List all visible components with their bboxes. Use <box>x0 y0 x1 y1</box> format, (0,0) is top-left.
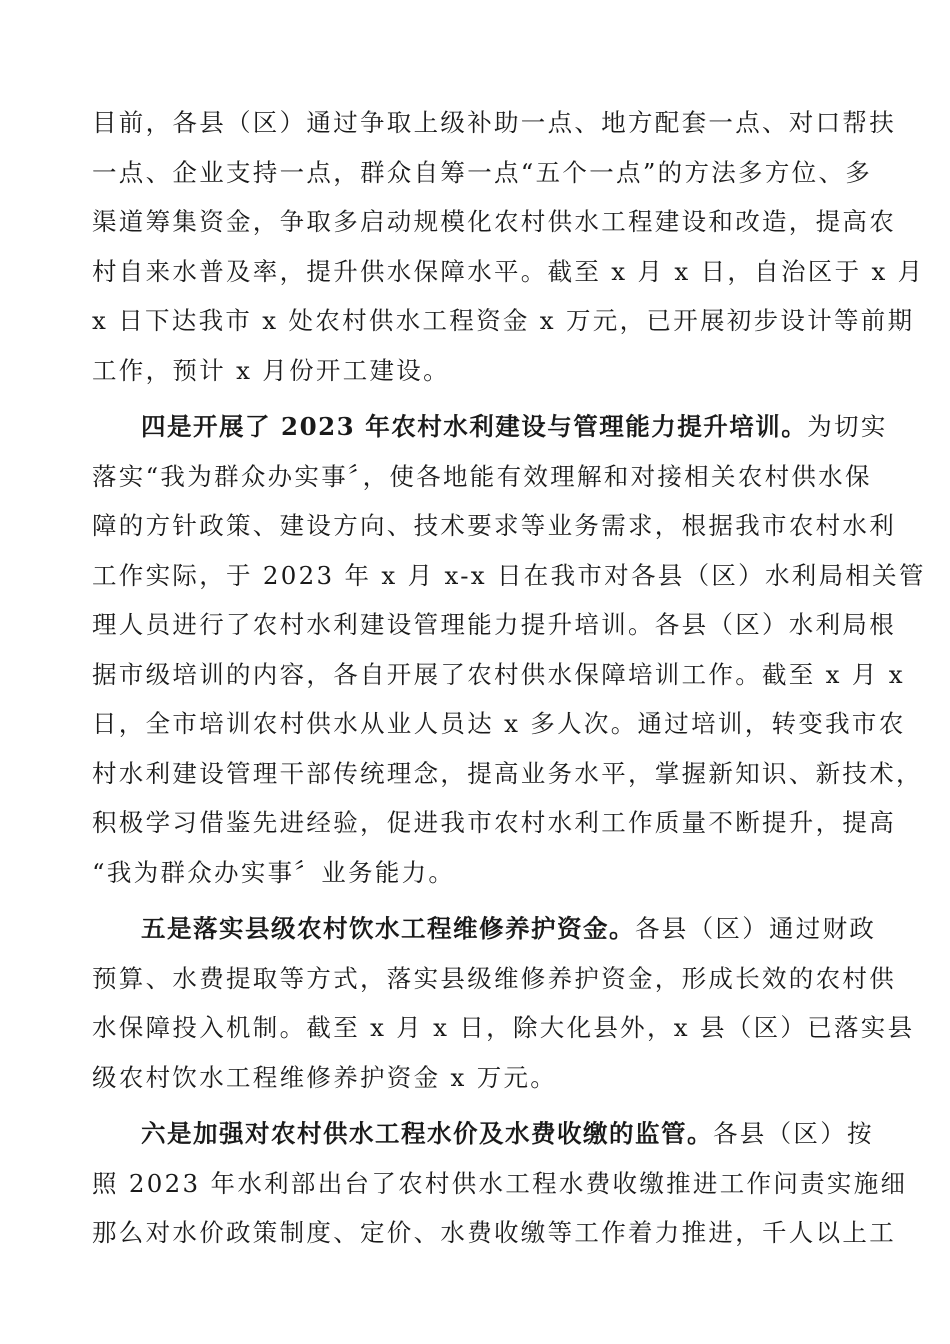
text-line <box>92 1109 872 1159</box>
text-line: 水保障投入机制。截至 x 月 x 日，除大化县外，x 县（区）已落实县 <box>92 1013 915 1042</box>
text-line: 障的方针政策、建设方向、技术要求等业务需求，根据我市农村水利 <box>92 511 896 540</box>
paragraph-heading: 五是落实县级农村饮水工程维修养护资金。 <box>141 914 635 943</box>
text-line: 工作实际，于 2023 年 x 月 x-x 日在我市对各县（区）水利局相关管 <box>92 560 926 590</box>
text-run: 各县（区）通过财政 <box>635 914 877 943</box>
text-line: 理人员进行了农村水利建设管理能力提升培训。各县（区）水利局根 <box>92 610 896 639</box>
text-line: 目前，各县（区）通过争取上级补助一点、地方配套一点、对口帮扶 <box>92 108 896 137</box>
text-line: 据市级培训的内容，各自开展了农村供水保障培训工作。截至 x 月 x <box>92 659 905 689</box>
paragraph-3 <box>92 904 915 1102</box>
text-line: 村自来水普及率，提升供水保障水平。截至 x 月 x 日，自治区于 x 月 <box>92 256 925 286</box>
text-line: “我为群众办实事〞业务能力。 <box>92 857 456 887</box>
paragraph-2 <box>92 402 926 897</box>
text-line: 工作，预计 x 月份开工建设。 <box>92 355 450 385</box>
text-line: 级农村饮水工程维修养护资金 x 万元。 <box>92 1062 558 1092</box>
text-line <box>92 402 888 452</box>
text-line: 村水利建设管理干部传统理念，提高业务水平，掌握新知识、新技术， <box>92 758 923 788</box>
text-line: 积极学习借鉴先进经验，促进我市农村水利工作质量不断提升，提高 <box>92 808 896 837</box>
paragraph-4 <box>92 1109 908 1258</box>
text-line: 一点、企业支持一点，群众自筹一点“五个一点”的方法多方位、多 <box>92 157 873 187</box>
text-line <box>92 904 877 954</box>
text-line: 那么对水价政策制度、定价、水费收缴等工作着力推进，千人以上工 <box>92 1218 896 1247</box>
text-run: 为切实 <box>807 412 888 441</box>
text-line: 照 2023 年水利部出台了农村供水工程水费收缴推进工作问责实施细 <box>92 1168 908 1198</box>
text-run: 各县（区）按 <box>713 1119 874 1148</box>
text-line: 落实“我为群众办实事〞，使各地能有效理解和对接相关农村供水保 <box>92 461 872 491</box>
paragraph-heading: 四是开展了 2023 年农村水利建设与管理能力提升培训。 <box>141 412 808 441</box>
text-line: 渠道筹集资金，争取多启动规模化农村供水工程建设和改造，提高农 <box>92 207 896 236</box>
document-page <box>92 98 926 1258</box>
text-line: 预算、水费提取等方式，落实县级维修养护资金，形成长效的农村供 <box>92 963 896 993</box>
paragraph-heading: 六是加强对农村供水工程水价及水费收缴的监管。 <box>141 1119 713 1148</box>
text-line: x 日下达我市 x 处农村供水工程资金 x 万元，已开展初步设计等前期 <box>92 306 915 335</box>
text-line: 日，全市培训农村供水从业人员达 x 多人次。通过培训，转变我市农 <box>92 709 906 738</box>
paragraph-1 <box>92 98 925 395</box>
